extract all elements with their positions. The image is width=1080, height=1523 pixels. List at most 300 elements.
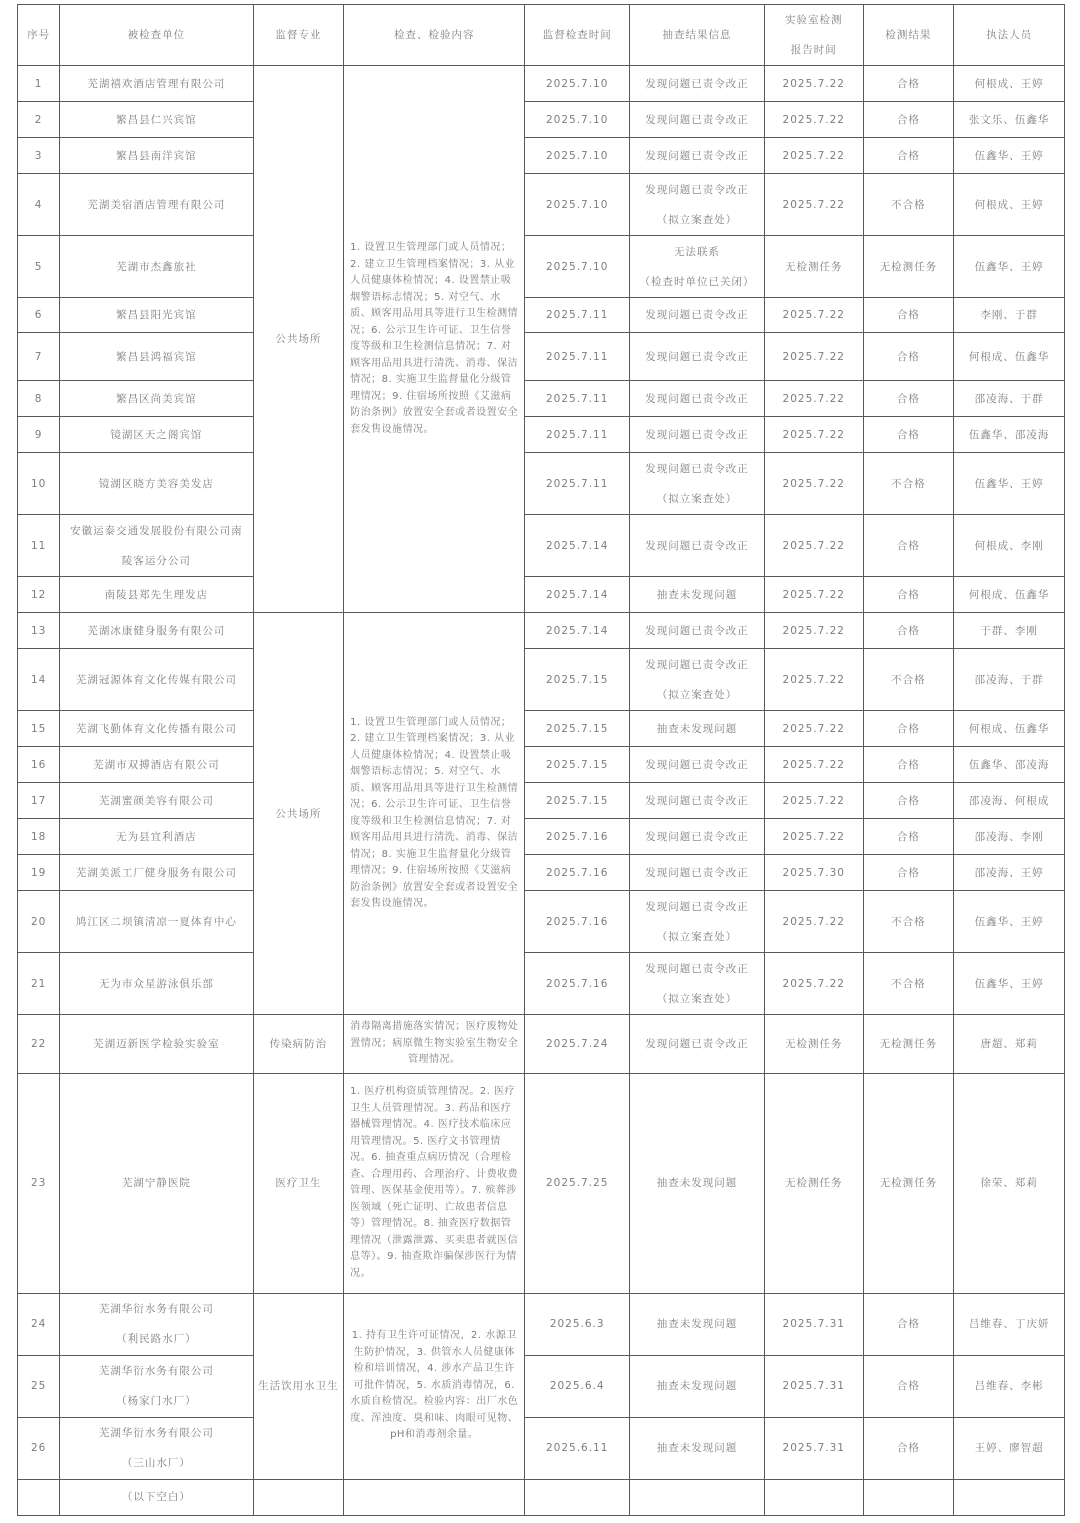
cell-test-result: 合格 xyxy=(863,102,954,138)
cell-test-result: 合格 xyxy=(863,515,954,577)
cell-report-date: 2025.7.22 xyxy=(764,453,863,515)
result-note: （拟立案查处） xyxy=(656,492,738,505)
unit-name: 无为市众星游泳俱乐部 xyxy=(98,977,214,990)
unit-name: 芜湖飞勤体育文化传播有限公司 xyxy=(75,722,237,735)
cell-test-result: 不合格 xyxy=(863,174,954,236)
cell-result-info xyxy=(630,1015,765,1074)
cell-inspect-date: 2025.7.11 xyxy=(525,417,630,453)
footer-row xyxy=(18,1479,1065,1515)
cell-report-date: 无检测任务 xyxy=(764,1073,863,1293)
cell-report-date: 2025.7.22 xyxy=(764,298,863,333)
cell-officers: 伍鑫华、王婷 xyxy=(954,138,1065,174)
cell-seq: 26 xyxy=(18,1417,60,1479)
cell-unit xyxy=(60,1355,253,1417)
cell-result-info xyxy=(630,891,765,953)
unit-name-sub: （杨家门水厂） xyxy=(116,1395,197,1407)
unit-name: 芜湖美宿酒店管理有限公司 xyxy=(87,198,226,211)
cell-test-result: 无检测任务 xyxy=(863,236,954,298)
unit-name: 芜湖禧欢酒店管理有限公司 xyxy=(87,77,226,90)
cell-inspect-date: 2025.7.11 xyxy=(525,381,630,417)
cell-unit xyxy=(60,783,253,819)
table-row xyxy=(18,649,1065,711)
cell-report-date: 2025.7.22 xyxy=(764,891,863,953)
inspection-table xyxy=(17,4,1065,1516)
result-text: 抽查未发现问题 xyxy=(656,588,738,601)
cell-result-info xyxy=(630,1355,765,1417)
result-text: 发现问题已责令改正 xyxy=(645,658,749,671)
header-report-date-line2: 报告时间 xyxy=(790,44,837,56)
cell-inspect-date: 2025.7.16 xyxy=(525,855,630,891)
table-row xyxy=(18,236,1065,298)
cell-officers: 李刚、于群 xyxy=(954,298,1065,333)
cell-unit xyxy=(60,1293,253,1355)
cell-test-result: 合格 xyxy=(863,1417,954,1479)
cell-result-info xyxy=(630,1293,765,1355)
cell-seq: 10 xyxy=(18,453,60,515)
cell-officers: 何根成、伍鑫华 xyxy=(954,577,1065,613)
unit-name: 芜湖市双搏酒店有限公司 xyxy=(93,758,220,771)
cell-report-date: 2025.7.30 xyxy=(764,855,863,891)
cell-unit xyxy=(60,236,253,298)
cell-inspect-date: 2025.7.14 xyxy=(525,577,630,613)
cell-inspect-date: 2025.7.11 xyxy=(525,453,630,515)
result-note: （拟立案查处） xyxy=(656,213,738,226)
cell-inspect-date: 2025.7.24 xyxy=(525,1015,630,1074)
cell-test-result: 不合格 xyxy=(863,453,954,515)
cell-unit xyxy=(60,711,253,747)
result-note: （检查时单位已关闭） xyxy=(639,275,755,288)
result-text: 发现问题已责令改正 xyxy=(645,900,749,913)
unit-name: 南陵县郑先生理发店 xyxy=(104,588,209,601)
table-row xyxy=(18,855,1065,891)
cell-seq: 8 xyxy=(18,381,60,417)
cell-report-date: 2025.7.22 xyxy=(764,515,863,577)
result-text: 抽查未发现问题 xyxy=(656,1318,738,1330)
cell-report-date: 无检测任务 xyxy=(764,1015,863,1074)
unit-name: 镜湖区天之阁宾馆 xyxy=(110,428,203,441)
cell-test-result: 合格 xyxy=(863,298,954,333)
header-unit: 被检查单位 xyxy=(60,5,253,66)
cell-result-info xyxy=(630,747,765,783)
cell-test-result: 合格 xyxy=(863,333,954,381)
cell-report-date: 2025.7.31 xyxy=(764,1355,863,1417)
cell-seq: 3 xyxy=(18,138,60,174)
cell-officers: 张文乐、伍鑫华 xyxy=(954,102,1065,138)
cell-unit xyxy=(60,1417,253,1479)
cell-report-date: 2025.7.22 xyxy=(764,953,863,1015)
cell-result-info xyxy=(630,138,765,174)
cell-result-info xyxy=(630,1073,765,1293)
unit-name: 芜湖宁静医院 xyxy=(121,1177,191,1189)
cell-inspect-date: 2025.7.16 xyxy=(525,953,630,1015)
result-text: 抽查未发现问题 xyxy=(656,1442,738,1454)
table-row xyxy=(18,819,1065,855)
cell-result-info xyxy=(630,298,765,333)
unit-name: 繁昌县南洋宾馆 xyxy=(116,149,197,162)
unit-name: 安徽运泰交通发展股份有限公司南 xyxy=(70,524,243,537)
cell-test-result: 不合格 xyxy=(863,649,954,711)
cell-empty xyxy=(764,1479,863,1515)
cell-report-date: 2025.7.22 xyxy=(764,747,863,783)
unit-name: 繁昌县阳光宾馆 xyxy=(116,309,197,321)
cell-content: 1. 医疗机构资质管理情况。2. 医疗卫生人员管理情况。3. 药品和医疗器械管理情况。4. 医疗技术临床应用管理情况。5. 医疗文书管理情况。6. 抽查重点病历情况（合理检查、合理用药、合理治疗、计费收费管理、医保基金使用等）。7. 殡葬涉医领域（死亡证明、亡故患者信息等）管理情况。8. 抽查医疗数据管理情况（泄露泄露、买卖患者就医信息等）。9. 抽查欺诈骗保涉医行为情况。 xyxy=(344,1073,525,1293)
cell-report-date: 2025.7.22 xyxy=(764,577,863,613)
cell-result-info xyxy=(630,102,765,138)
table-row xyxy=(18,1015,1065,1074)
cell-result-info xyxy=(630,1417,765,1479)
cell-inspect-date: 2025.7.15 xyxy=(525,649,630,711)
unit-name: 繁昌区尚美宾馆 xyxy=(116,392,197,405)
cell-result-info xyxy=(630,649,765,711)
result-text: 发现问题已责令改正 xyxy=(645,183,749,196)
cell-officers: 何根成、伍鑫华 xyxy=(954,333,1065,381)
result-text: 抽查未发现问题 xyxy=(656,1380,738,1392)
cell-seq: 14 xyxy=(18,649,60,711)
cell-specialty: 公共场所 xyxy=(253,613,344,1015)
result-text: 发现问题已责令改正 xyxy=(645,539,749,552)
cell-seq: 13 xyxy=(18,613,60,649)
cell-unit xyxy=(60,953,253,1015)
header-officers: 执法人员 xyxy=(954,5,1065,66)
cell-result-info xyxy=(630,453,765,515)
cell-unit xyxy=(60,333,253,381)
cell-test-result: 无检测任务 xyxy=(863,1015,954,1074)
cell-report-date: 2025.7.22 xyxy=(764,174,863,236)
table-row xyxy=(18,381,1065,417)
cell-inspect-date: 2025.6.4 xyxy=(525,1355,630,1417)
table-row xyxy=(18,174,1065,236)
cell-inspect-date: 2025.7.25 xyxy=(525,1073,630,1293)
cell-officers: 伍鑫华、王婷 xyxy=(954,891,1065,953)
cell-report-date: 2025.7.22 xyxy=(764,783,863,819)
cell-inspect-date: 2025.7.10 xyxy=(525,236,630,298)
unit-name: 芜湖蜜颜美容有限公司 xyxy=(98,794,214,807)
cell-report-date: 2025.7.22 xyxy=(764,649,863,711)
table-row xyxy=(18,613,1065,649)
cell-inspect-date: 2025.7.10 xyxy=(525,138,630,174)
cell-seq: 1 xyxy=(18,66,60,102)
cell-inspect-date: 2025.7.16 xyxy=(525,891,630,953)
cell-officers: 邵凌海、何根成 xyxy=(954,783,1065,819)
result-note: （拟立案查处） xyxy=(656,688,738,701)
cell-unit xyxy=(60,855,253,891)
header-inspect-date: 监督检查时间 xyxy=(525,5,630,66)
cell-seq: 17 xyxy=(18,783,60,819)
unit-name: 芜湖华衍水务有限公司 xyxy=(98,1365,214,1377)
cell-test-result: 合格 xyxy=(863,613,954,649)
table-row xyxy=(18,417,1065,453)
cell-result-info xyxy=(630,417,765,453)
result-text: 无法联系 xyxy=(673,245,720,258)
table-row xyxy=(18,1073,1065,1293)
cell-unit xyxy=(60,819,253,855)
cell-result-info xyxy=(630,711,765,747)
cell-unit xyxy=(60,747,253,783)
cell-unit xyxy=(60,298,253,333)
cell-result-info xyxy=(630,953,765,1015)
cell-inspect-date: 2025.7.10 xyxy=(525,174,630,236)
unit-name: 芜湖市杰鑫旅社 xyxy=(116,260,197,273)
cell-seq: 4 xyxy=(18,174,60,236)
cell-seq: 7 xyxy=(18,333,60,381)
result-text: 发现问题已责令改正 xyxy=(645,624,749,637)
cell-content: 1. 持有卫生许可证情况，2. 水源卫生防护情况，3. 供管水人员健康体检和培训情况，4. 涉水产品卫生许可批件情况，5. 水质消毒情况，6. 水质自检情况。检验内容：出厂水色度、浑浊度、臭和味、肉眼可见物、pH和消毒剂余量。 xyxy=(344,1293,525,1479)
table-row xyxy=(18,953,1065,1015)
cell-report-date: 2025.7.31 xyxy=(764,1293,863,1355)
cell-seq: 16 xyxy=(18,747,60,783)
cell-test-result: 合格 xyxy=(863,1293,954,1355)
cell-specialty: 传染病防治 xyxy=(253,1015,344,1074)
cell-officers: 伍鑫华、邵凌海 xyxy=(954,747,1065,783)
header-report-date xyxy=(764,5,863,66)
cell-seq: 15 xyxy=(18,711,60,747)
result-text: 发现问题已责令改正 xyxy=(645,1037,749,1050)
cell-empty xyxy=(344,1479,525,1515)
cell-report-date: 2025.7.22 xyxy=(764,381,863,417)
cell-test-result: 合格 xyxy=(863,819,954,855)
cell-empty xyxy=(954,1479,1065,1515)
cell-report-date: 2025.7.22 xyxy=(764,138,863,174)
cell-test-result: 合格 xyxy=(863,66,954,102)
table-row xyxy=(18,1417,1065,1479)
cell-report-date: 2025.7.22 xyxy=(764,613,863,649)
header-test-result: 检测结果 xyxy=(863,5,954,66)
unit-name-sub: （利民路水厂） xyxy=(116,1333,197,1345)
cell-inspect-date: 2025.7.14 xyxy=(525,515,630,577)
unit-name-sub: （三山水厂） xyxy=(121,1457,191,1469)
cell-result-info xyxy=(630,236,765,298)
cell-seq: 21 xyxy=(18,953,60,1015)
unit-name: 芜湖华衍水务有限公司 xyxy=(98,1427,214,1439)
result-text: 发现问题已责令改正 xyxy=(645,113,749,126)
cell-specialty: 医疗卫生 xyxy=(253,1073,344,1293)
cell-test-result: 合格 xyxy=(863,1355,954,1417)
table-row xyxy=(18,102,1065,138)
cell-inspect-date: 2025.7.14 xyxy=(525,613,630,649)
cell-seq: 18 xyxy=(18,819,60,855)
cell-unit xyxy=(60,381,253,417)
cell-officers: 伍鑫华、王婷 xyxy=(954,236,1065,298)
cell-seq: 22 xyxy=(18,1015,60,1074)
cell-result-info xyxy=(630,613,765,649)
cell-result-info xyxy=(630,819,765,855)
blank-note: （以下空白） xyxy=(60,1479,253,1515)
table-row xyxy=(18,453,1065,515)
cell-test-result: 合格 xyxy=(863,417,954,453)
unit-name: 繁昌县仁兴宾馆 xyxy=(116,113,197,126)
cell-seq: 20 xyxy=(18,891,60,953)
result-text: 发现问题已责令改正 xyxy=(645,462,749,475)
cell-officers: 邵凌海、于群 xyxy=(954,381,1065,417)
cell-empty xyxy=(863,1479,954,1515)
cell-seq: 23 xyxy=(18,1073,60,1293)
result-text: 抽查未发现问题 xyxy=(656,1177,738,1189)
cell-inspect-date: 2025.7.15 xyxy=(525,783,630,819)
table-row xyxy=(18,66,1065,102)
unit-name: 繁昌县鸿福宾馆 xyxy=(116,350,197,363)
cell-officers: 邵凌海、王婷 xyxy=(954,855,1065,891)
cell-seq-empty xyxy=(18,1479,60,1515)
result-note: （拟立案查处） xyxy=(656,992,738,1005)
cell-seq: 25 xyxy=(18,1355,60,1417)
cell-test-result: 合格 xyxy=(863,577,954,613)
header-specialty: 监督专业 xyxy=(253,5,344,66)
cell-seq: 19 xyxy=(18,855,60,891)
cell-inspect-date: 2025.6.3 xyxy=(525,1293,630,1355)
header-report-date-line1: 实验室检测 xyxy=(785,14,843,26)
cell-specialty: 生活饮用水卫生 xyxy=(253,1293,344,1479)
cell-content: 1. 设置卫生管理部门或人员情况；2. 建立卫生管理档案情况；3. 从业人员健康体检情况；4. 设置禁止吸烟警语标志情况；5. 对空气、水质、顾客用品用具等进行卫生检测情况；6. 公示卫生许可证、卫生信誉度等级和卫生检测信息情况；7. 对顾客用品用具进行清洗、消毒、保洁情况；8. 实施卫生监督量化分级管理情况；9. 住宿场所按照《艾滋病防治条例》放置安全套或者设置安全套发售设施情况。 xyxy=(344,613,525,1015)
cell-inspect-date: 2025.7.11 xyxy=(525,298,630,333)
result-text: 发现问题已责令改正 xyxy=(645,149,749,162)
table-row xyxy=(18,711,1065,747)
cell-inspect-date: 2025.6.11 xyxy=(525,1417,630,1479)
cell-report-date: 2025.7.22 xyxy=(764,66,863,102)
cell-result-info xyxy=(630,381,765,417)
cell-unit xyxy=(60,66,253,102)
cell-content: 1. 设置卫生管理部门或人员情况；2. 建立卫生管理档案情况；3. 从业人员健康体检情况；4. 设置禁止吸烟警语标志情况；5. 对空气、水质、顾客用品用具等进行卫生检测情况；6. 公示卫生许可证、卫生信誉度等级和卫生检测信息情况；7. 对顾客用品用具进行清洗、消毒、保洁情况；8. 实施卫生监督量化分级管理情况；9. 住宿场所按照《艾滋病防治条例》放置安全套或者设置安全套发售设施情况。 xyxy=(344,66,525,613)
cell-test-result: 合格 xyxy=(863,381,954,417)
cell-officers: 伍鑫华、邵凌海 xyxy=(954,417,1065,453)
table-row xyxy=(18,333,1065,381)
cell-inspect-date: 2025.7.15 xyxy=(525,711,630,747)
cell-seq: 5 xyxy=(18,236,60,298)
cell-unit xyxy=(60,453,253,515)
result-text: 发现问题已责令改正 xyxy=(645,350,749,363)
cell-officers: 何根成、伍鑫华 xyxy=(954,711,1065,747)
table-row xyxy=(18,138,1065,174)
result-text: 发现问题已责令改正 xyxy=(645,866,749,879)
cell-report-date: 2025.7.22 xyxy=(764,711,863,747)
cell-officers: 邵凌海、于群 xyxy=(954,649,1065,711)
table-row xyxy=(18,783,1065,819)
cell-officers: 伍鑫华、王婷 xyxy=(954,453,1065,515)
cell-report-date: 2025.7.22 xyxy=(764,333,863,381)
result-text: 发现问题已责令改正 xyxy=(645,309,749,321)
table-row xyxy=(18,1293,1065,1355)
cell-seq: 6 xyxy=(18,298,60,333)
cell-report-date: 2025.7.31 xyxy=(764,1417,863,1479)
result-text: 发现问题已责令改正 xyxy=(645,758,749,771)
unit-name: 无为县宜利酒店 xyxy=(116,830,197,843)
cell-test-result: 不合格 xyxy=(863,953,954,1015)
result-text: 发现问题已责令改正 xyxy=(645,77,749,90)
result-text: 发现问题已责令改正 xyxy=(645,392,749,405)
table-row xyxy=(18,515,1065,577)
header-result-info: 抽查结果信息 xyxy=(630,5,765,66)
cell-unit xyxy=(60,1015,253,1074)
cell-officers: 邵凌海、李刚 xyxy=(954,819,1065,855)
header-seq: 序号 xyxy=(18,5,60,66)
unit-name: 芜湖冠源体育文化传媒有限公司 xyxy=(75,673,237,686)
cell-empty xyxy=(253,1479,344,1515)
unit-name: 芜湖美派工厂健身服务有限公司 xyxy=(75,866,237,879)
table-row xyxy=(18,298,1065,333)
cell-officers: 于群、李刚 xyxy=(954,613,1065,649)
cell-unit xyxy=(60,649,253,711)
cell-officers: 何根成、王婷 xyxy=(954,66,1065,102)
cell-inspect-date: 2025.7.16 xyxy=(525,819,630,855)
cell-report-date: 2025.7.22 xyxy=(764,417,863,453)
cell-content: 消毒隔离措施落实情况；医疗废物处置情况；病原微生物实验室生物安全管理情况。 xyxy=(344,1015,525,1074)
result-text: 发现问题已责令改正 xyxy=(645,794,749,807)
cell-officers: 王婷、廖智超 xyxy=(954,1417,1065,1479)
cell-empty xyxy=(525,1479,630,1515)
cell-report-date: 2025.7.22 xyxy=(764,102,863,138)
result-note: （拟立案查处） xyxy=(656,930,738,943)
cell-unit xyxy=(60,577,253,613)
cell-inspect-date: 2025.7.15 xyxy=(525,747,630,783)
cell-officers: 徐荣、郑莉 xyxy=(954,1073,1065,1293)
cell-empty xyxy=(630,1479,765,1515)
cell-inspect-date: 2025.7.10 xyxy=(525,66,630,102)
cell-officers: 唐超、郑莉 xyxy=(954,1015,1065,1074)
cell-unit xyxy=(60,138,253,174)
result-text: 抽查未发现问题 xyxy=(656,722,738,735)
result-text: 发现问题已责令改正 xyxy=(645,428,749,441)
cell-unit xyxy=(60,417,253,453)
cell-inspect-date: 2025.7.10 xyxy=(525,102,630,138)
table-row xyxy=(18,577,1065,613)
cell-unit xyxy=(60,515,253,577)
cell-officers: 伍鑫华、王婷 xyxy=(954,953,1065,1015)
cell-test-result: 无检测任务 xyxy=(863,1073,954,1293)
cell-seq: 11 xyxy=(18,515,60,577)
cell-result-info xyxy=(630,855,765,891)
cell-result-info xyxy=(630,66,765,102)
cell-result-info xyxy=(630,577,765,613)
cell-seq: 9 xyxy=(18,417,60,453)
cell-seq: 2 xyxy=(18,102,60,138)
cell-result-info xyxy=(630,783,765,819)
table-row xyxy=(18,891,1065,953)
cell-result-info xyxy=(630,333,765,381)
unit-name: 芜湖华衍水务有限公司 xyxy=(98,1303,214,1315)
unit-name-sub: 陵客运分公司 xyxy=(121,554,191,567)
cell-report-date: 2025.7.22 xyxy=(764,819,863,855)
cell-officers: 吕维春、李彬 xyxy=(954,1355,1065,1417)
cell-test-result: 合格 xyxy=(863,783,954,819)
table-row xyxy=(18,747,1065,783)
cell-officers: 何根成、王婷 xyxy=(954,174,1065,236)
cell-unit xyxy=(60,174,253,236)
result-text: 发现问题已责令改正 xyxy=(645,962,749,975)
result-text: 发现问题已责令改正 xyxy=(645,830,749,843)
cell-unit xyxy=(60,1073,253,1293)
unit-name: 镜湖区晓方美容美发店 xyxy=(98,477,214,490)
cell-officers: 何根成、李刚 xyxy=(954,515,1065,577)
cell-result-info xyxy=(630,174,765,236)
cell-unit xyxy=(60,613,253,649)
cell-test-result: 合格 xyxy=(863,855,954,891)
cell-seq: 12 xyxy=(18,577,60,613)
cell-test-result: 不合格 xyxy=(863,891,954,953)
cell-inspect-date: 2025.7.11 xyxy=(525,333,630,381)
cell-report-date: 无检测任务 xyxy=(764,236,863,298)
cell-result-info xyxy=(630,515,765,577)
cell-officers: 吕维春、丁庆妍 xyxy=(954,1293,1065,1355)
cell-specialty: 公共场所 xyxy=(253,66,344,613)
cell-test-result: 合格 xyxy=(863,138,954,174)
header-row xyxy=(18,5,1065,66)
cell-test-result: 合格 xyxy=(863,711,954,747)
unit-name: 芜湖冰康健身服务有限公司 xyxy=(87,624,226,637)
header-content: 检查、检验内容 xyxy=(344,5,525,66)
table-row xyxy=(18,1355,1065,1417)
cell-test-result: 合格 xyxy=(863,747,954,783)
unit-name: 鸠江区二坝镇清凉一夏体育中心 xyxy=(75,915,237,928)
cell-unit xyxy=(60,891,253,953)
